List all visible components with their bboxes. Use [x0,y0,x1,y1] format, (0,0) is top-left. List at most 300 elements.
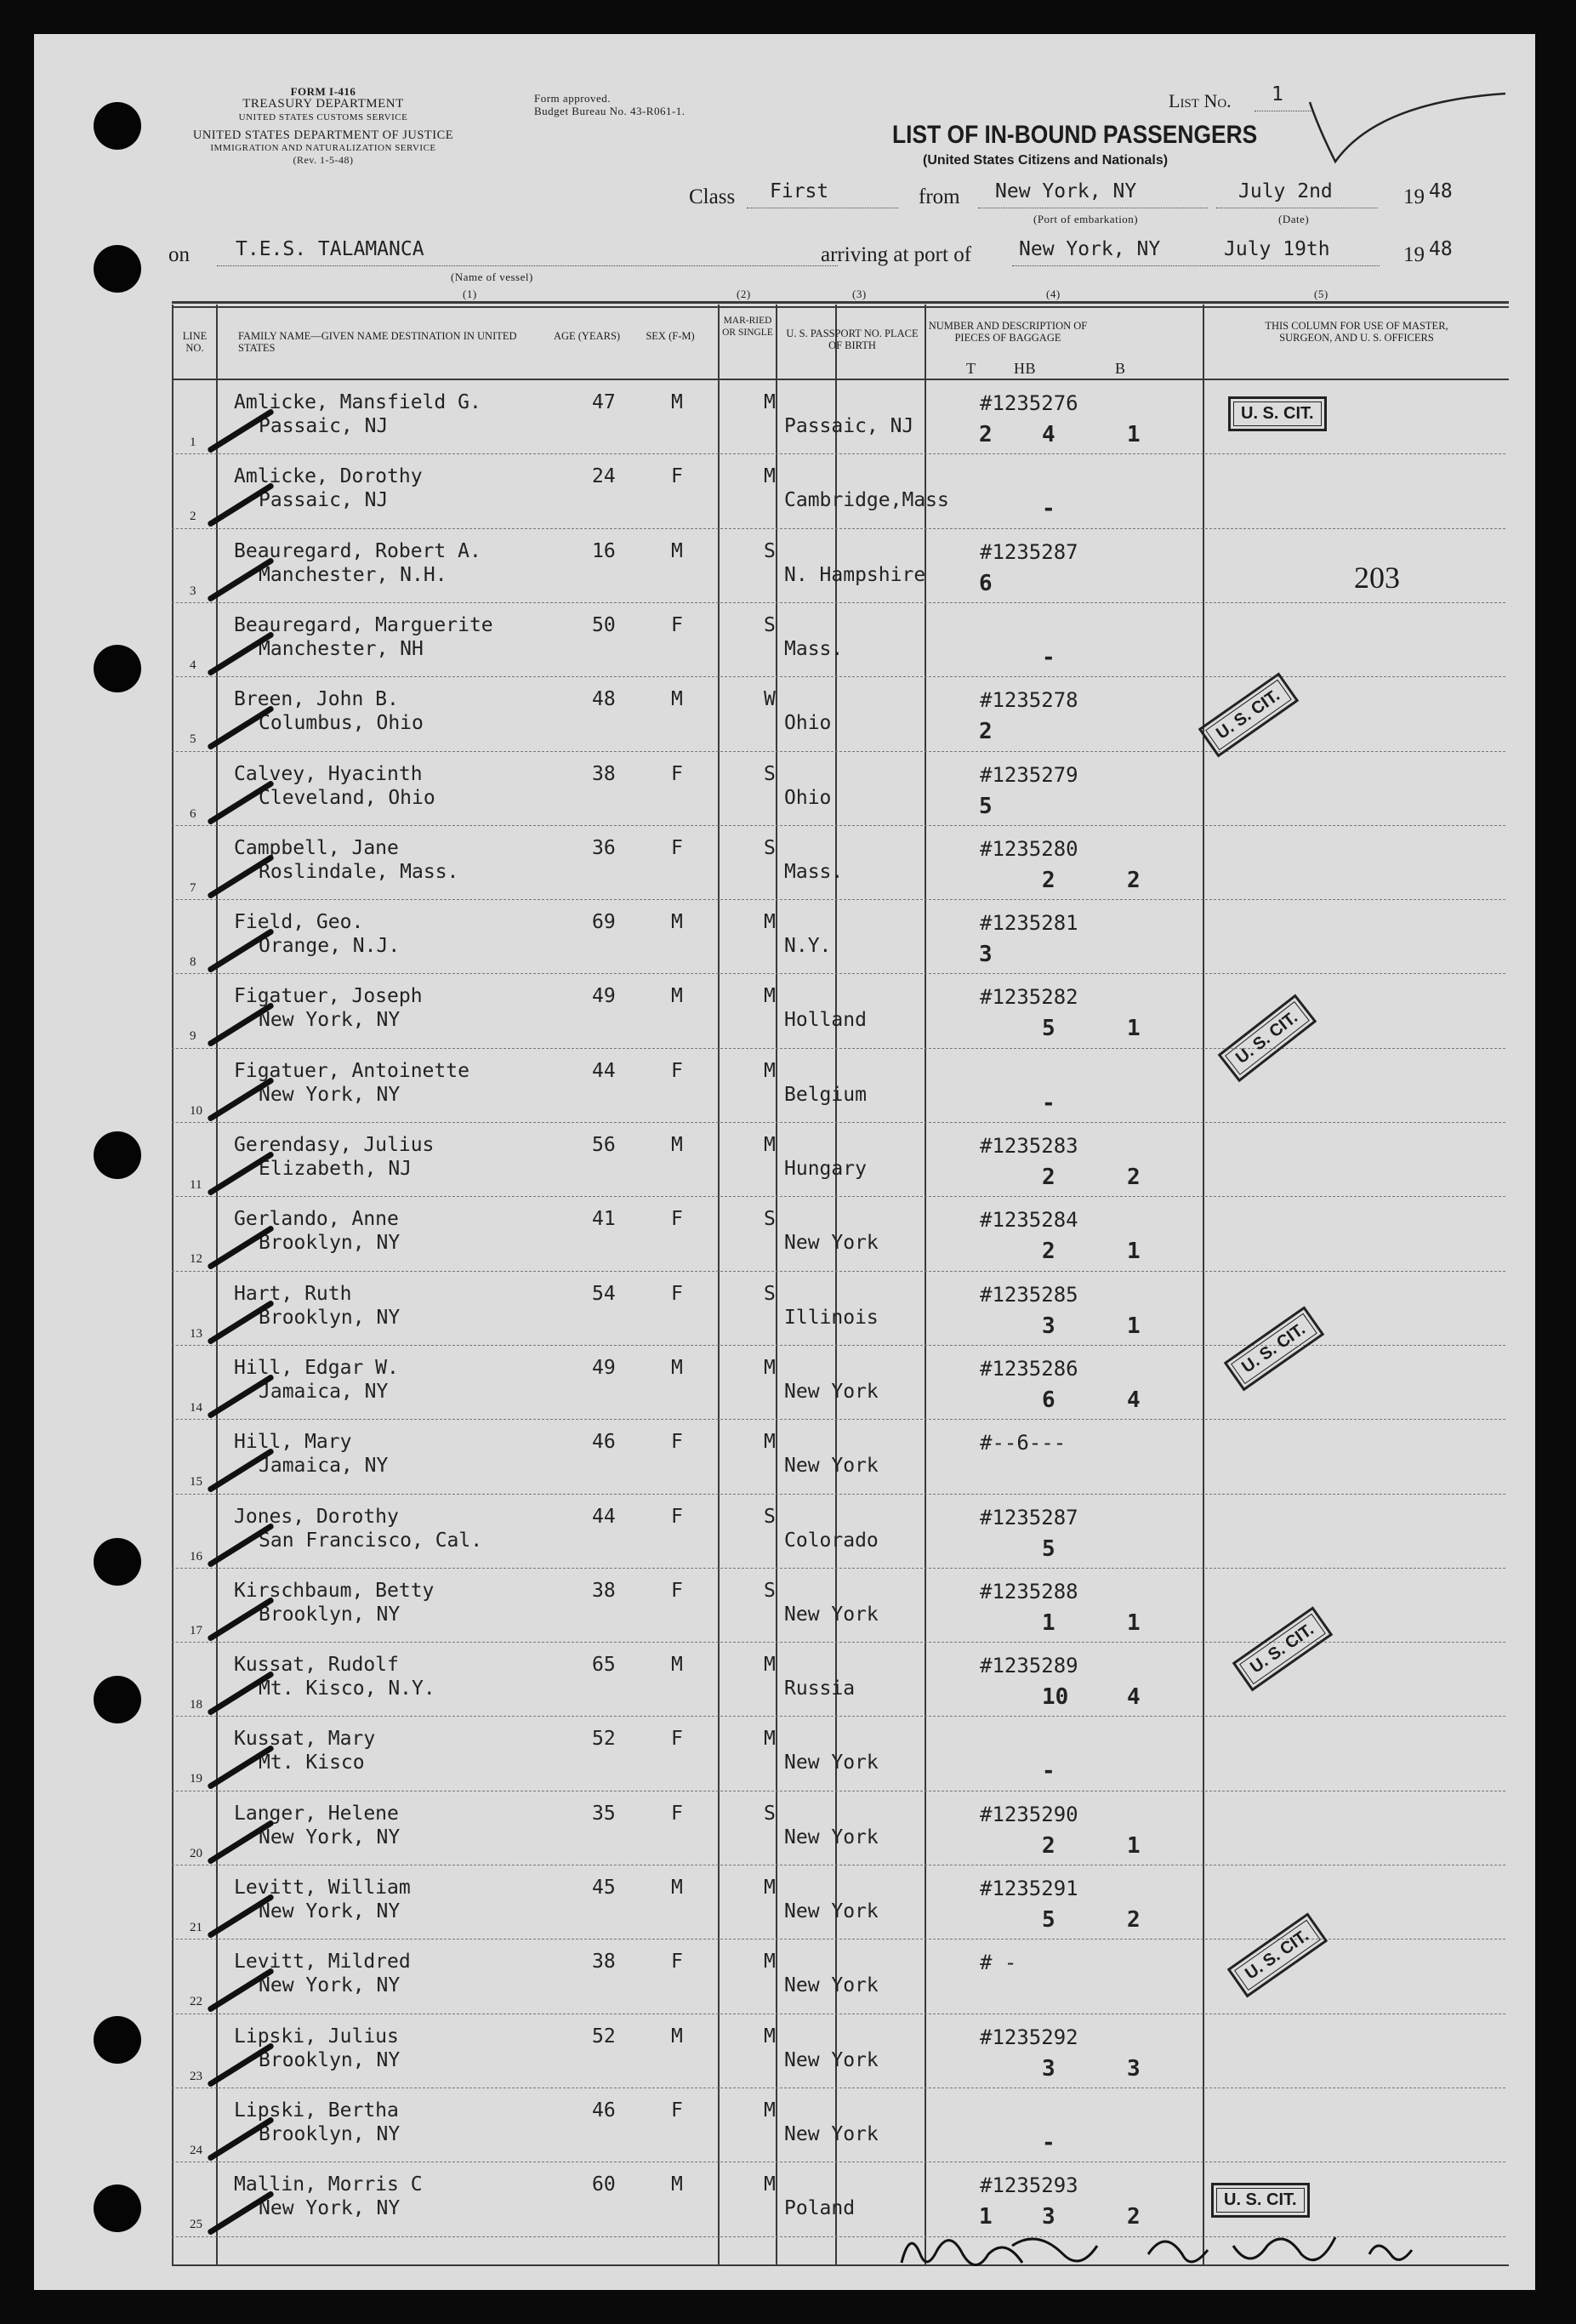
passenger-name: Campbell, Jane [234,836,399,859]
passenger-name: Gerendasy, Julius [234,1134,435,1156]
port-of-embarkation: New York, NY [995,180,1137,202]
passenger-destination: Manchester, N.H. [259,563,447,586]
passenger-sex: M [671,1877,683,1899]
baggage-ticket-number: #1235287 [980,1505,1078,1529]
place-of-birth: N.Y. [784,935,832,958]
baggage-count-t: 6 [979,570,993,596]
column-number: (2) [737,288,751,300]
passenger-destination: Passaic, NJ [259,415,389,437]
baggage-count-hb: - [1042,644,1055,670]
manifest-page [34,34,1535,2290]
passenger-sex: M [671,2173,683,2196]
passenger-age: 52 [592,1728,616,1751]
baggage-count-hb: - [1042,496,1055,522]
baggage-ticket-number: #1235286 [980,1356,1078,1381]
vessel-caption: (Name of vessel) [451,271,533,283]
baggage-count-b: 3 [1127,2055,1141,2082]
arrival-year: 48 [1429,238,1453,260]
passenger-name: Hill, Mary [234,1431,352,1454]
passenger-name: Amlicke, Dorothy [234,465,423,488]
baggage-ticket-number: #1235278 [980,688,1078,713]
class-label: Class [689,185,736,208]
baggage-count-b: 1 [1127,1016,1141,1042]
passenger-marital-status: M [764,2099,776,2122]
column-number: (4) [1046,288,1061,300]
line-number: 17 [190,1623,202,1638]
line-number: 10 [190,1103,202,1118]
passenger-sex: F [671,762,683,785]
place-of-birth: New York [784,1974,879,1997]
passenger-name: Levitt, Mildred [234,1951,411,1974]
us-citizen-stamp: U. S. CIT. [1224,1307,1324,1392]
passenger-name: Kussat, Mary [234,1728,376,1751]
passenger-name: Figatuer, Antoinette [234,1059,469,1082]
baggage-count-hb: 5 [1042,1016,1055,1042]
passenger-sex: M [671,1356,683,1379]
passenger-sex: F [671,836,683,859]
line-number: 16 [190,1549,202,1564]
baggage-ticket-number: #1235287 [980,539,1078,564]
passenger-destination: Mt. Kisco [259,1752,365,1774]
place-of-birth: Hungary [784,1158,867,1180]
column-header-age: AGE (YEARS) [553,330,621,342]
passenger-sex: F [671,1282,683,1305]
baggage-sub-t: T [966,360,976,377]
place-of-birth: Cambridge,Mass [784,489,949,512]
row-divider [172,1196,1505,1197]
passenger-age: 52 [592,2025,616,2048]
column-header-name: FAMILY NAME—GIVEN NAME DESTINATION IN UNITED STATES [238,330,517,354]
baggage-count-t: 3 [979,942,993,968]
passenger-sex: F [671,1208,683,1231]
line-number: 20 [190,1846,202,1860]
baggage-count-hb: 4 [1042,422,1055,447]
passenger-age: 49 [592,1356,616,1379]
passenger-marital-status: M [764,1728,776,1751]
row-divider [172,1716,1505,1717]
row-divider [172,899,1505,900]
passenger-sex: F [671,1505,683,1528]
row-divider [172,1419,1505,1420]
baggage-count-hb: 5 [1042,1535,1055,1562]
row-divider [172,676,1505,677]
passenger-destination: San Francisco, Cal. [259,1529,483,1552]
row-divider [172,825,1505,826]
row-divider [172,1122,1505,1123]
line-number: 15 [190,1475,202,1490]
baggage-count-t: 2 [979,719,993,745]
passenger-name: Field, Geo. [234,911,364,934]
baggage-count-hb: - [1042,2129,1055,2156]
place-of-birth: Poland [784,2197,856,2220]
passenger-marital-status: S [764,1802,776,1825]
passenger-sex: F [671,465,683,488]
place-of-birth: New York [784,1752,879,1774]
baggage-count-b: 1 [1127,1313,1141,1339]
passenger-age: 69 [592,911,616,934]
department-of-justice: UNITED STATES DEPARTMENT OF JUSTICE [192,128,454,142]
passenger-sex: F [671,1059,683,1082]
baggage-ticket-number: #--6--- [980,1431,1067,1455]
baggage-ticket-number: #1235280 [980,836,1078,861]
passenger-marital-status: M [764,1654,776,1677]
line-number: 25 [190,2218,202,2232]
line-number: 9 [190,1029,196,1044]
place-of-birth: Holland [784,1009,867,1032]
line-number: 7 [190,880,196,895]
passenger-sex: F [671,1951,683,1974]
document-subtitle: (United States Citizens and Nationals) [923,153,1169,168]
line-number: 13 [190,1326,202,1341]
passenger-destination: Elizabeth, NJ [259,1158,412,1180]
place-of-birth: New York [784,1232,879,1255]
year-prefix: 19 [1403,243,1425,266]
passenger-sex: F [671,1728,683,1751]
line-number: 22 [190,1995,202,2009]
document-title: LIST OF IN-BOUND PASSENGERS [892,121,1258,149]
place-of-birth: New York [784,2122,879,2145]
passenger-name: Mallin, Morris C [234,2173,423,2196]
us-citizen-stamp: U. S. CIT. [1232,1607,1333,1692]
passenger-sex: M [671,1654,683,1677]
baggage-count-hb: 10 [1042,1684,1069,1711]
place-of-birth: Illinois [784,1306,879,1329]
form-number: FORM I-416 [290,85,356,98]
line-number: 2 [190,510,196,524]
baggage-count-hb: - [1042,1758,1055,1785]
year-prefix: 19 [1403,185,1425,208]
passenger-marital-status: S [764,613,776,636]
punch-hole [94,1538,141,1586]
passenger-marital-status: M [764,1059,776,1082]
place-of-birth: Ohio [784,786,832,809]
row-divider [172,973,1505,974]
passenger-sex: F [671,1579,683,1602]
baggage-count-hb: 2 [1042,1165,1055,1190]
passenger-sex: F [671,1431,683,1454]
passenger-name: Lipski, Bertha [234,2099,399,2122]
column-header-married: MAR-RIED OR SINGLE [722,316,773,338]
embarkation-year: 48 [1429,180,1453,202]
passenger-marital-status: S [764,836,776,859]
passenger-age: 38 [592,1579,616,1602]
passenger-marital-status: M [764,465,776,488]
baggage-sub-b: B [1115,360,1126,377]
passenger-marital-status: M [764,985,776,1008]
passenger-destination: Cleveland, Ohio [259,786,435,809]
place-of-birth: New York [784,1455,879,1478]
row-divider [172,528,1505,529]
passenger-age: 49 [592,985,616,1008]
passenger-destination: Brooklyn, NY [259,2048,401,2071]
place-of-birth: New York [784,1900,879,1922]
place-of-birth: Russia [784,1677,856,1700]
baggage-count-b: 1 [1127,1239,1141,1265]
column-header-sex: SEX (F-M) [646,330,695,342]
port-embarkation-caption: (Port of embarkation) [1033,213,1139,225]
passenger-marital-status: M [764,391,776,413]
arriving-label: arriving at port of [821,243,972,266]
baggage-ticket-number: #1235290 [980,1802,1078,1826]
passenger-destination: Brooklyn, NY [259,1232,401,1255]
passenger-name: Lipski, Julius [234,2025,399,2048]
passenger-age: 46 [592,1431,616,1454]
passenger-age: 44 [592,1059,616,1082]
passenger-age: 47 [592,391,616,413]
line-number: 23 [190,2069,202,2083]
passenger-age: 38 [592,1951,616,1974]
row-divider [172,1568,1505,1569]
passenger-name: Calvey, Hyacinth [234,762,423,785]
baggage-count-hb: 2 [1042,1239,1055,1265]
passenger-name: Langer, Helene [234,1802,399,1825]
class-value: First [770,180,829,202]
passenger-sex: M [671,1134,683,1156]
passenger-destination: New York, NY [259,1900,401,1922]
passenger-destination: Brooklyn, NY [259,1603,401,1626]
baggage-count-b: 2 [1127,2204,1141,2230]
passenger-name: Kussat, Rudolf [234,1654,399,1677]
column-header-baggage: NUMBER AND DESCRIPTION OF PIECES OF BAGGAGE [928,320,1088,344]
column-number: (1) [463,288,477,300]
line-number: 6 [190,806,196,821]
column-header-passport: U. S. PASSPORT NO. PLACE OF BIRTH [786,328,919,351]
list-no-value: 1 [1272,83,1283,105]
passenger-destination: New York, NY [259,1826,401,1848]
baggage-count-hb: 3 [1042,1313,1055,1339]
customs-service: UNITED STATES CUSTOMS SERVICE [238,112,408,122]
passenger-name: Hart, Ruth [234,1282,352,1305]
column-header-officers: THIS COLUMN FOR USE OF MASTER, SURGEON, AND U. S. OFFICERS [1265,320,1448,344]
line-number: 14 [190,1400,202,1415]
vessel-name: T.E.S. TALAMANCA [236,238,424,260]
passenger-sex: F [671,613,683,636]
passenger-age: 46 [592,2099,616,2122]
baggage-sub-hb: HB [1014,360,1037,377]
baggage-count-t: 1 [979,2204,993,2230]
line-number: 19 [190,1772,202,1786]
passenger-destination: Mt. Kisco, N.Y. [259,1677,435,1700]
place-of-birth: N. Hampshire [784,563,926,586]
passenger-marital-status: W [764,688,776,711]
annotation-number: 203 [1354,561,1400,595]
immigration-service: IMMIGRATION AND NATURALIZATION SERVICE [210,143,436,153]
passenger-destination: New York, NY [259,1009,401,1032]
baggage-ticket-number: #1235276 [980,391,1078,415]
passenger-name: Amlicke, Mansfield G. [234,391,481,413]
form-approved: Form approved. [534,92,612,105]
passenger-marital-status: M [764,911,776,934]
baggage-count-hb: 2 [1042,867,1055,893]
line-number: 1 [190,436,196,449]
passenger-marital-status: M [764,2025,776,2048]
baggage-count-b: 4 [1127,1387,1141,1413]
passenger-name: Jones, Dorothy [234,1505,399,1528]
row-divider [172,453,1505,454]
passenger-marital-status: S [764,539,776,562]
passenger-age: 16 [592,539,616,562]
passenger-sex: M [671,391,683,413]
baggage-ticket-number: #1235282 [980,985,1078,1010]
punch-hole [94,245,141,293]
baggage-count-hb: 2 [1042,1832,1055,1859]
date-caption: (Date) [1278,213,1310,225]
baggage-ticket-number: #1235288 [980,1579,1078,1603]
passenger-name: Figatuer, Joseph [234,985,423,1008]
treasury-department: TREASURY DEPARTMENT [242,97,404,111]
passenger-age: 35 [592,1802,616,1825]
passenger-marital-status: M [764,1356,776,1379]
line-number: 21 [190,1921,202,1934]
passenger-name: Breen, John B. [234,688,399,711]
passenger-destination: Jamaica, NY [259,1455,389,1478]
passenger-destination: Manchester, NH [259,637,424,660]
baggage-count-hb: 3 [1042,2055,1055,2082]
baggage-count-t: 5 [979,793,993,819]
passenger-destination: Jamaica, NY [259,1380,389,1403]
column-header-line-no: LINE NO. [182,330,208,354]
passenger-destination: Passaic, NJ [259,489,389,512]
row-divider [172,1048,1505,1049]
place-of-birth: New York [784,1603,879,1626]
place-of-birth: New York [784,1380,879,1403]
passenger-age: 41 [592,1208,616,1231]
baggage-count-b: 2 [1127,1907,1141,1933]
baggage-count-hb: 1 [1042,1609,1055,1636]
baggage-ticket-number: #1235289 [980,1654,1078,1678]
revision: (Rev. 1-5-48) [293,154,354,166]
passenger-age: 24 [592,465,616,488]
line-number: 5 [190,732,196,747]
baggage-ticket-number: #1235292 [980,2025,1078,2049]
list-no-label: List No. [1169,90,1232,111]
passenger-marital-status: S [764,1579,776,1602]
passenger-destination: New York, NY [259,1083,401,1106]
baggage-count-b: 1 [1127,422,1141,447]
row-divider [172,1271,1505,1272]
budget-bureau: Budget Bureau No. 43-R061-1. [534,105,686,117]
row-divider [172,602,1505,603]
passenger-sex: F [671,2099,683,2122]
passenger-name: Beauregard, Robert A. [234,539,481,562]
passenger-destination: New York, NY [259,2197,401,2220]
passenger-marital-status: S [764,762,776,785]
baggage-count-hb: - [1042,1090,1055,1116]
column-number: (5) [1314,288,1329,300]
place-of-birth: Ohio [784,712,832,735]
passenger-marital-status: S [764,1208,776,1231]
passenger-marital-status: M [764,1431,776,1454]
baggage-count-b: 1 [1127,1609,1141,1636]
line-number: 11 [190,1178,202,1192]
passenger-name: Beauregard, Marguerite [234,613,493,636]
passenger-age: 60 [592,2173,616,2196]
punch-hole [94,2016,141,2064]
row-divider [172,751,1505,752]
embarkation-date: July 2nd [1238,180,1333,202]
line-number: 18 [190,1698,202,1712]
baggage-ticket-number: #1235293 [980,2173,1078,2198]
port-of-arrival: New York, NY [1019,238,1161,260]
passenger-destination: Columbus, Ohio [259,712,424,735]
line-number: 12 [190,1252,202,1267]
on-label: on [168,243,190,266]
passenger-sex: M [671,2025,683,2048]
passenger-marital-status: M [764,1877,776,1899]
passenger-destination: Orange, N.J. [259,935,401,958]
passenger-destination: Brooklyn, NY [259,2122,401,2145]
place-of-birth: Mass. [784,860,844,883]
passenger-age: 38 [592,762,616,785]
baggage-count-b: 4 [1127,1684,1141,1711]
passenger-name: Hill, Edgar W. [234,1356,399,1379]
passenger-age: 54 [592,1282,616,1305]
baggage-count-b: 2 [1127,867,1141,893]
punch-hole [94,1131,141,1179]
passenger-age: 65 [592,1654,616,1677]
baggage-ticket-number: # - [980,1951,1017,1975]
check-mark-icon [1301,68,1514,187]
passenger-sex: F [671,1802,683,1825]
us-citizen-stamp: U. S. CIT. [1218,994,1317,1082]
baggage-count-b: 1 [1127,1832,1141,1859]
punch-hole [94,102,141,150]
us-citizen-stamp: U. S. CIT. [1198,673,1299,758]
baggage-ticket-number: #1235281 [980,911,1078,936]
us-citizen-stamp: U. S. CIT. [1227,1913,1328,1998]
column-number: (3) [852,288,867,300]
baggage-ticket-number: #1235279 [980,762,1078,787]
us-citizen-stamp: U. S. CIT. [1211,2183,1310,2218]
line-number: 24 [190,2143,202,2157]
baggage-ticket-number: #1235291 [980,1877,1078,1900]
passenger-sex: M [671,539,683,562]
place-of-birth: New York [784,2048,879,2071]
place-of-birth: Passaic, NJ [784,415,914,437]
punch-hole [94,645,141,692]
punch-hole [94,1676,141,1723]
passenger-name: Levitt, William [234,1877,411,1899]
place-of-birth: Belgium [784,1083,867,1106]
passenger-marital-status: S [764,1505,776,1528]
passenger-destination: Brooklyn, NY [259,1306,401,1329]
passenger-destination: Roslindale, Mass. [259,860,459,883]
row-divider [172,1494,1505,1495]
baggage-count-hb: 6 [1042,1387,1055,1413]
passenger-age: 50 [592,613,616,636]
baggage-count-hb: 5 [1042,1907,1055,1933]
baggage-count-t: 2 [979,422,993,447]
place-of-birth: Mass. [784,637,844,660]
punch-hole [94,2184,141,2232]
baggage-count-hb: 3 [1042,2204,1055,2230]
passenger-age: 44 [592,1505,616,1528]
passenger-name: Gerlando, Anne [234,1208,399,1231]
line-number: 4 [190,658,196,672]
passenger-age: 48 [592,688,616,711]
passenger-name: Kirschbaum, Betty [234,1579,435,1602]
baggage-ticket-number: #1235285 [980,1282,1078,1307]
place-of-birth: New York [784,1826,879,1848]
line-number: 8 [190,955,196,970]
baggage-ticket-number: #1235283 [980,1134,1078,1158]
line-number: 3 [190,584,196,598]
passenger-age: 56 [592,1134,616,1156]
passenger-marital-status: M [764,2173,776,2196]
from-label: from [919,185,960,208]
passenger-sex: M [671,985,683,1008]
passenger-marital-status: M [764,1951,776,1974]
